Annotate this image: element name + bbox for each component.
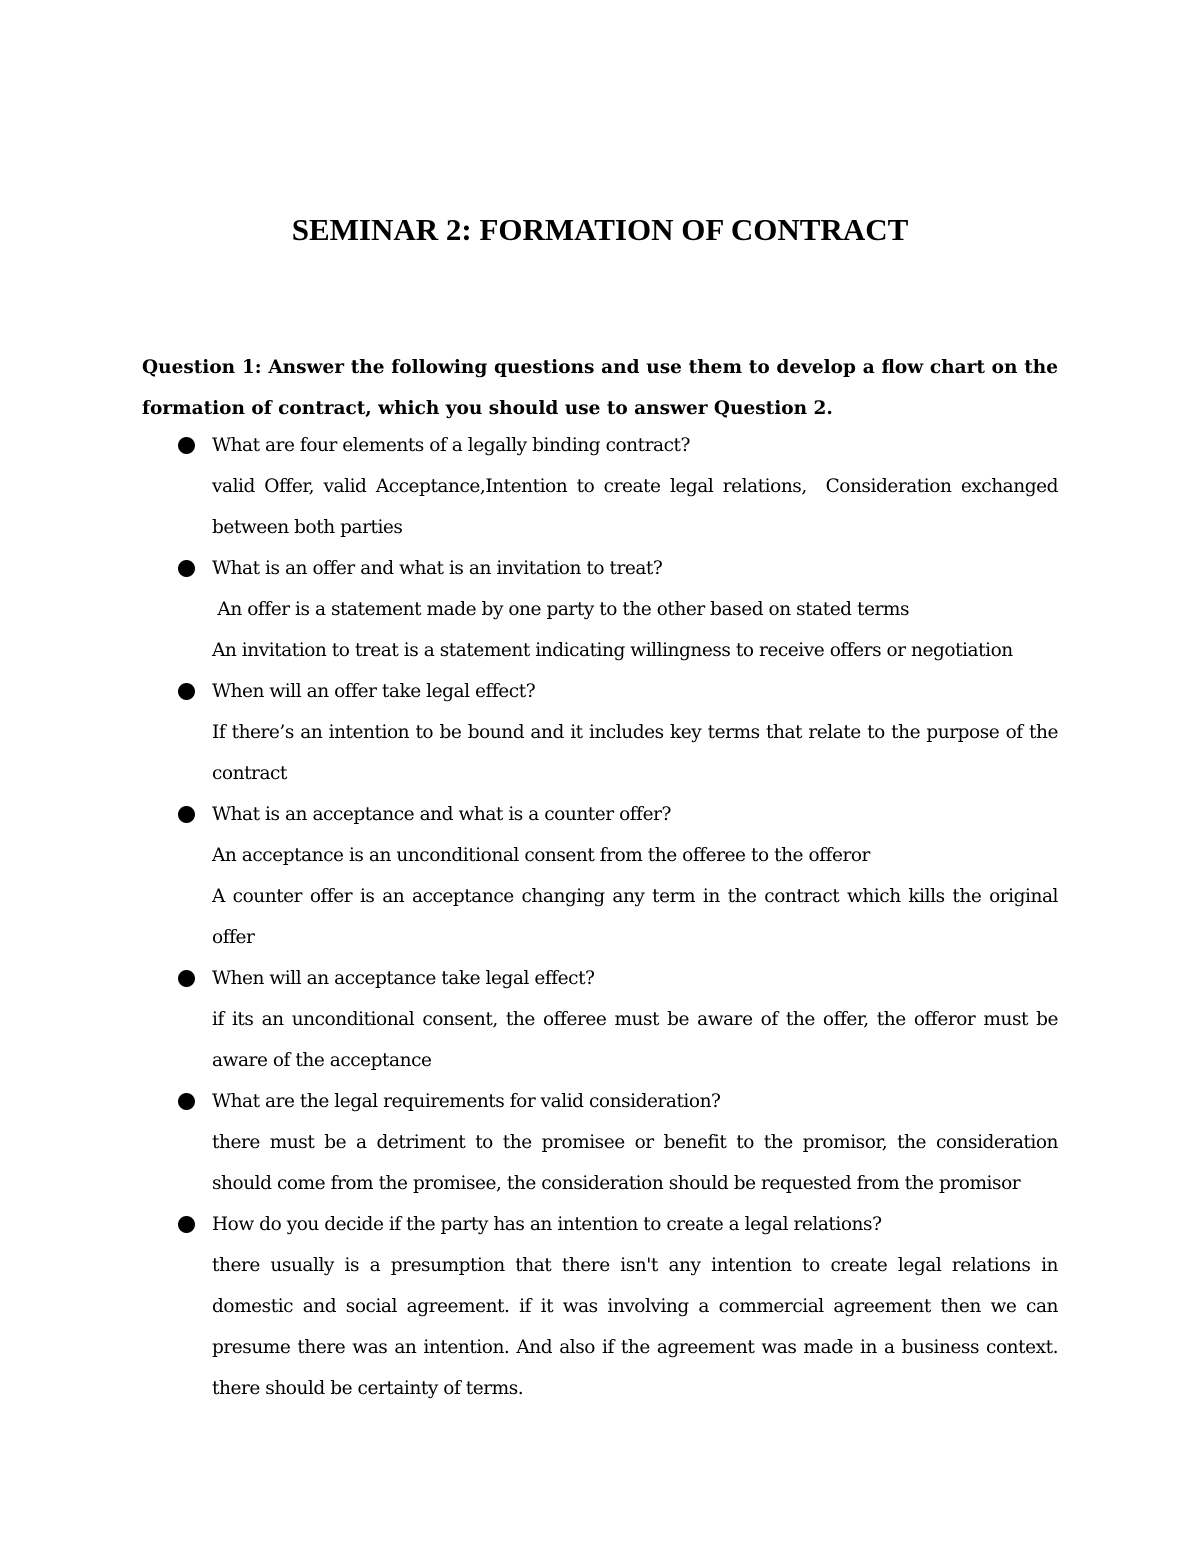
sub-question: What is an acceptance and what is a counter offer? [212, 804, 671, 825]
sub-question: When will an offer take legal effect? [212, 681, 536, 702]
answer-text: If there’s an intention to be bound and it includes key terms that relate to the purpose of the contract [212, 722, 1058, 784]
answer-text: An invitation to treat is a statement indicating willingness to receive offers or negotiation [212, 640, 1013, 661]
document-title: SEMINAR 2: FORMATION OF CONTRACT [291, 212, 909, 247]
bullet-icon [178, 1093, 195, 1110]
sub-question: What are four elements of a legally binding contract? [212, 435, 690, 456]
answer-text: A counter offer is an acceptance changing any term in the contract which kills the original offer [212, 886, 1058, 948]
list-item [142, 548, 1058, 671]
list-item [142, 671, 1058, 794]
sub-question: When will an acceptance take legal effect? [212, 968, 595, 989]
bullet-icon [178, 560, 195, 577]
answer-text: valid Offer, valid Acceptance,Intention to create legal relations, Consideration exchanged between both parties [212, 476, 1058, 538]
bullet-icon [178, 437, 195, 454]
answer-text: if its an unconditional consent, the offeree must be aware of the offer, the offeror must be aware of the acceptance [212, 1009, 1058, 1071]
bullet-icon [178, 683, 195, 700]
question-heading: Question 1: Answer the following questions and use them to develop a flow chart on the formation of contract, which you should use to answer Question 2. [142, 357, 1058, 419]
bullet-icon [178, 970, 195, 987]
answer-text: An acceptance is an unconditional consent from the offeree to the offeror [212, 845, 870, 866]
answer-text: there must be a detriment to the promisee or benefit to the promisor, the consideration should come from the promisee, the consideration should be requested from the promisor [212, 1132, 1058, 1194]
list-item [142, 1081, 1058, 1204]
list-item [142, 794, 1058, 958]
sub-question: What are the legal requirements for valid consideration? [212, 1091, 721, 1112]
question-list [142, 425, 1058, 1409]
list-item [142, 1204, 1058, 1409]
list-item [142, 425, 1058, 548]
bullet-icon [178, 806, 195, 823]
list-item [142, 958, 1058, 1081]
sub-question: How do you decide if the party has an intention to create a legal relations? [212, 1214, 882, 1235]
bullet-icon [178, 1216, 195, 1233]
sub-question: What is an offer and what is an invitation to treat? [212, 558, 663, 579]
answer-text: there usually is a presumption that there isn't any intention to create legal relations in domestic and social agreement. if it was involving a commercial agreement then we can presume there was an intention. And also if the agreement was made in a business context. there should be certainty of terms. [212, 1255, 1058, 1399]
answer-text: An offer is a statement made by one party to the other based on stated terms [212, 599, 910, 620]
